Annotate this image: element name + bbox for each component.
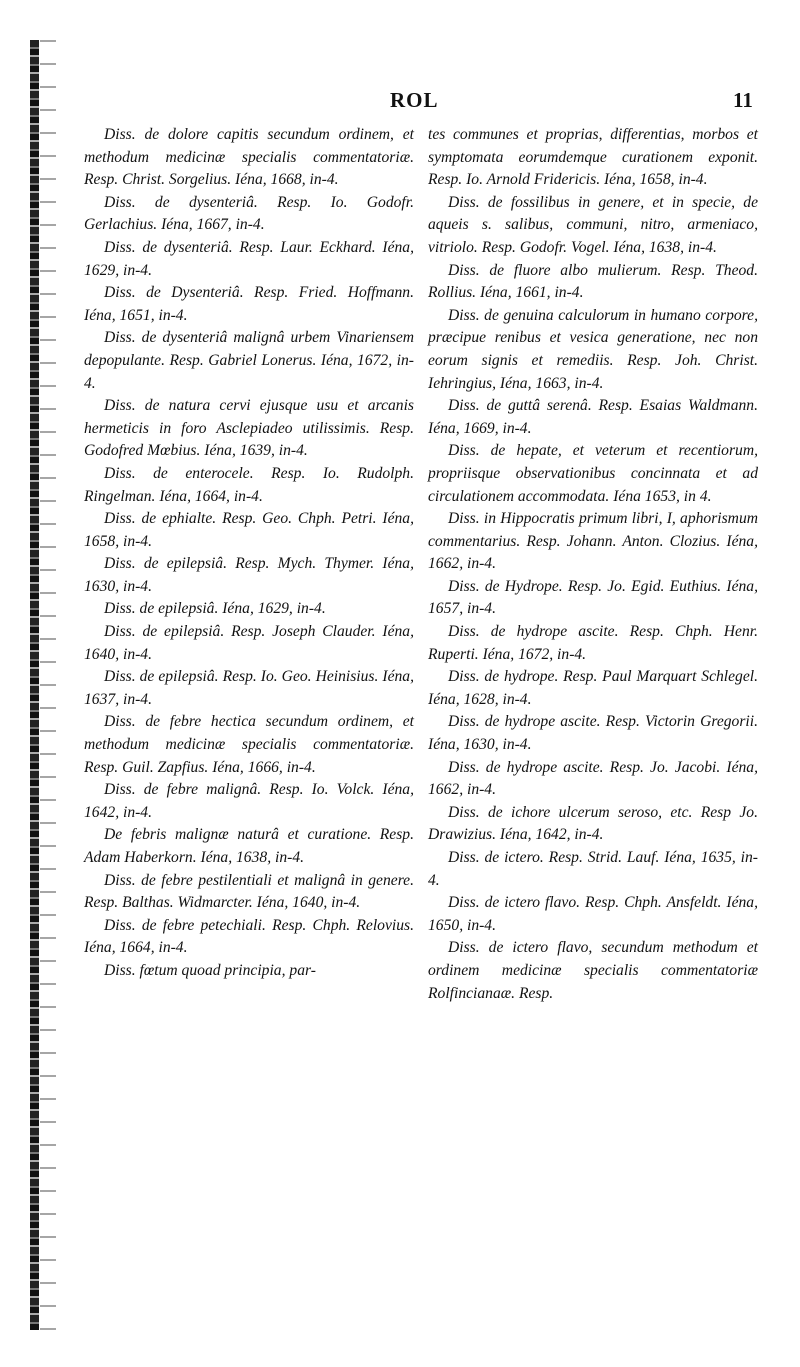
bibliography-entry: Diss. de Dysenteriâ. Resp. Fried. Hoffmann. Iéna, 1651, in-4. (84, 284, 414, 324)
bibliography-entry: Diss. de ictero flavo, secundum methodum et ordinem medicinæ specialis commentatoriæ Rolfincianaæ. Resp. (428, 939, 758, 1002)
bibliography-entry: Diss. de natura cervi ejusque usu et arcanis hermeticis in foro Asclepiadeo utilissimis. Resp. Godofred Mœbius. Iéna, 1639, in-4. (84, 397, 414, 460)
bibliography-entry: Diss. de hydrope. Resp. Paul Marquart Schlegel. Iéna, 1628, in-4. (428, 668, 758, 708)
bibliography-entry: Diss. de febre malignâ. Resp. Io. Volck. Iéna, 1642, in-4. (84, 781, 414, 821)
bibliography-entry: De febris malignæ naturâ et curatione. Resp. Adam Haberkorn. Iéna, 1638, in-4. (84, 826, 414, 866)
bibliography-entry: Diss. de febre pestilentiali et malignâ in genere. Resp. Balthas. Widmarcter. Iéna, 1640, in-4. (84, 871, 414, 912)
bibliography-entry: Diss. de hydrope ascite. Resp. Victorin Gregorii. Iéna, 1630, in-4. (428, 713, 758, 754)
bibliography-entry: Diss. de epilepsiâ. Resp. Joseph Clauder. Iéna, 1640, in-4. (84, 623, 414, 663)
bibliography-entry: Diss. fœtum quoad principia, par- (104, 961, 316, 979)
bibliography-entry: Diss. de dysenteriâ malignâ urbem Vinariensem depopulante. Resp. Gabriel Lonerus. Iéna, 1672, in-4. (84, 329, 414, 392)
bibliography-entry: Diss. de epilepsiâ. Iéna, 1629, in-4. (104, 600, 326, 618)
bibliography-entry: Diss. in Hippocratis primum libri, I, aphorismum commentarius. Resp. Johann. Anton. Clozius. Iéna, 1662, in-4. (428, 510, 758, 573)
bibliography-entry: Diss. de hydrope ascite. Resp. Chph. Henr. Ruperti. Iéna, 1672, in-4. (428, 623, 758, 663)
bibliography-entry: Diss. de epilepsiâ. Resp. Mych. Thymer. Iéna, 1630, in-4. (84, 555, 414, 595)
page-number: 11 (733, 88, 753, 112)
bibliography-entry: Diss. de fluore albo mulierum. Resp. Theod. Rollius. Iéna, 1661, in-4. (428, 261, 758, 302)
page-binding-shadow (40, 40, 56, 1330)
bibliography-entry: Diss. de guttâ serenâ. Resp. Esaias Waldmann. Iéna, 1669, in-4. (428, 397, 758, 437)
bibliography-entry: Diss. de dolore capitis secundum ordinem, et methodum medicinæ specialis commentatoriæ. Resp. Christ. Sorgelius. Iéna, 1668, in-4. (84, 126, 414, 189)
bibliography-entry: Diss. de febre hectica secundum ordinem, et methodum medicinæ specialis commentatoriæ. Resp. Guil. Zapfius. Iéna, 1666, in-4. (84, 713, 414, 776)
bibliography-entry: Diss. de ephialte. Resp. Geo. Chph. Petri. Iéna, 1658, in-4. (84, 510, 414, 550)
bibliography-entry: Diss. de enterocele. Resp. Io. Rudolph. Ringelman. Iéna, 1664, in-4. (84, 464, 414, 505)
bibliography-entry: Diss. de fossilibus in genere, et in specie, de aqueis s. salibus, communi, nitro, armeniaco, vitriolo. Resp. Godofr. Vogel. Iéna, 1638, in-4. (428, 193, 758, 256)
left-column (84, 124, 414, 983)
bibliography-entry: Diss. de ichore ulcerum seroso, etc. Resp Jo. Drawizius. Iéna, 1642, in-4. (428, 803, 758, 844)
bibliography-entry: Diss. de Hydrope. Resp. Jo. Egid. Euthius. Iéna, 1657, in-4. (428, 577, 758, 618)
bibliography-entry: Diss. de hepate, et veterum et recentiorum, propriisque observationibus concinnata et ad circulationem accommodata. Iéna 1653, in 4. (428, 442, 758, 505)
bibliography-entry: Diss. de genuina calculorum in humano corpore, præcipue renibus et vesica generatione, nec non eorum signis et remediis. Resp. Joh. Christ. Iehringius, Iéna, 1663, in-4. (428, 306, 758, 392)
bibliography-entry: Diss. de ictero flavo. Resp. Chph. Ansfeldt. Iéna, 1650, in-4. (428, 894, 758, 934)
bibliography-entry: tes communes et proprias, differentias, morbos et symptomata eorumdemque curationem exponit. Resp. Io. Arnold Fridericis. Iéna, 1658, in-4. (428, 126, 758, 189)
bibliography-entry: Diss. de dysenteriâ. Resp. Io. Godofr. Gerlachius. Iéna, 1667, in-4. (84, 193, 414, 234)
page-header (0, 88, 800, 120)
bibliography-entry: Diss. de hydrope ascite. Resp. Jo. Jacobi. Iéna, 1662, in-4. (428, 758, 758, 799)
bibliography-entry: Diss. de dysenteriâ. Resp. Laur. Eckhard. Iéna, 1629, in-4. (84, 238, 414, 279)
right-column (428, 124, 758, 1005)
running-head: ROL (390, 88, 439, 112)
bibliography-entry: Diss. de epilepsiâ. Resp. Io. Geo. Heinisius. Iéna, 1637, in-4. (84, 668, 414, 708)
bibliography-entry: Diss. de ictero. Resp. Strid. Lauf. Iéna, 1635, in-4. (428, 849, 758, 889)
bibliography-entry: Diss. de febre petechiali. Resp. Chph. Relovius. Iéna, 1664, in-4. (84, 916, 414, 957)
page-binding-edge (30, 40, 39, 1330)
